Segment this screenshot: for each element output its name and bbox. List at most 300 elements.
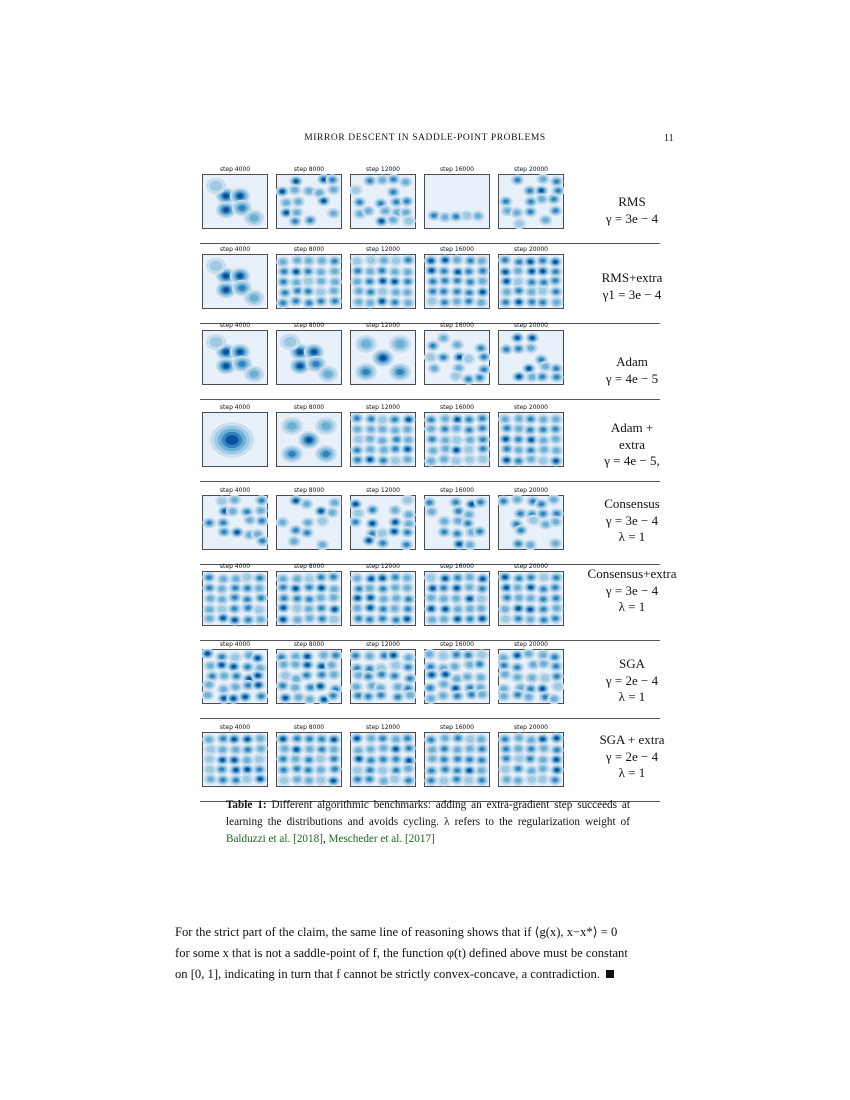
density-contour	[455, 587, 459, 590]
step-panel	[276, 404, 342, 467]
density-plot	[424, 732, 490, 787]
step-label: step 8000	[293, 322, 325, 329]
density-contour	[321, 422, 331, 430]
density-contour	[514, 278, 522, 285]
density-contour	[552, 197, 557, 201]
caption-text: Different algorithmic benchmarks: adding an extra-gradient step succeeds at learning the distributions and avoids cycling. λ refers to the regularization weight of	[226, 799, 630, 828]
density-contour	[293, 280, 299, 285]
density-contour	[255, 756, 263, 763]
density-contour	[405, 218, 413, 225]
density-plot	[350, 330, 416, 385]
density-contour	[551, 497, 557, 502]
density-contour	[501, 766, 509, 773]
density-contour	[281, 618, 285, 621]
density-contour	[554, 375, 559, 379]
density-contour	[322, 199, 326, 202]
density-contour	[291, 539, 297, 544]
density-contour	[528, 768, 534, 773]
density-contour	[466, 521, 471, 525]
method-param: γ = 4e − 5	[605, 370, 659, 386]
density-contour	[381, 447, 387, 452]
density-contour	[245, 586, 250, 590]
density-contour	[405, 437, 411, 442]
density-contour	[515, 665, 520, 669]
density-contour	[501, 694, 507, 699]
step-label: step 12000	[366, 246, 400, 253]
density-contour	[502, 607, 508, 612]
density-plot	[276, 732, 342, 787]
density-contour	[233, 576, 239, 581]
density-contour	[205, 693, 211, 698]
body-paragraph	[175, 922, 675, 985]
density-contour	[454, 676, 460, 681]
density-contour	[541, 746, 547, 751]
density-contour	[468, 617, 473, 621]
step-panel	[350, 563, 416, 626]
density-contour	[256, 684, 260, 687]
density-contour	[354, 606, 360, 611]
density-contour	[319, 747, 324, 751]
density-contour	[223, 288, 229, 293]
density-contour	[555, 768, 559, 771]
density-contour	[516, 448, 522, 453]
density-contour	[287, 422, 297, 430]
density-contour	[206, 616, 212, 621]
density-contour	[243, 695, 247, 698]
density-contour	[331, 747, 337, 752]
density-contour	[468, 597, 472, 600]
step-panel	[498, 563, 564, 626]
density-contour	[369, 417, 374, 421]
density-contour	[306, 768, 311, 772]
density-contour	[258, 777, 262, 780]
density-contour	[530, 300, 535, 304]
density-contour	[280, 576, 286, 581]
density-contour	[554, 606, 560, 611]
density-contour	[443, 577, 447, 580]
density-contour	[482, 368, 487, 372]
density-plot	[350, 495, 416, 550]
density-contour	[232, 738, 236, 741]
density-contour	[311, 350, 317, 355]
density-contour	[281, 280, 286, 284]
step-label: step 8000	[293, 404, 325, 411]
density-contour	[516, 459, 521, 463]
density-contour	[504, 199, 509, 203]
density-contour	[207, 586, 212, 590]
density-contour	[443, 608, 447, 611]
density-contour	[539, 457, 547, 464]
density-plot	[350, 571, 416, 626]
density-contour	[515, 220, 523, 227]
density-plot	[498, 732, 564, 787]
density-contour	[503, 258, 508, 262]
density-contour	[481, 447, 486, 451]
method-params	[572, 496, 692, 546]
density-contour	[379, 438, 385, 443]
body-line-last	[175, 964, 675, 985]
density-contour	[221, 617, 225, 620]
density-contour	[467, 418, 472, 422]
density-plot	[276, 174, 342, 229]
density-contour	[428, 459, 434, 464]
density-plot	[424, 649, 490, 704]
density-contour	[478, 737, 484, 742]
density-contour	[393, 280, 397, 283]
density-contour	[442, 269, 447, 273]
density-contour	[542, 364, 548, 369]
citation-mescheder-year[interactable]: [2017]	[404, 833, 435, 845]
density-contour	[206, 607, 212, 612]
density-contour	[294, 617, 300, 622]
density-contour	[552, 541, 558, 546]
density-contour	[554, 675, 559, 679]
density-contour	[294, 299, 299, 303]
density-contour	[455, 757, 460, 761]
density-contour	[222, 697, 226, 700]
density-contour	[293, 654, 299, 659]
density-contour	[356, 673, 362, 678]
density-contour	[393, 575, 398, 579]
density-contour	[441, 355, 446, 359]
density-contour	[380, 617, 385, 621]
step-label: step 4000	[219, 322, 251, 329]
density-plot	[350, 649, 416, 704]
density-contour	[283, 696, 287, 699]
density-contour	[556, 189, 561, 193]
body-line: for some x that is not a saddle-point of f, the function φ(t) defined above must be constant	[175, 946, 628, 960]
density-contour	[354, 503, 358, 506]
density-contour	[306, 189, 312, 194]
density-contour	[467, 746, 473, 751]
density-contour	[307, 301, 312, 305]
density-contour	[395, 340, 405, 348]
density-contour	[232, 596, 237, 600]
density-contour	[297, 350, 303, 355]
density-contour	[330, 616, 338, 623]
density-contour	[207, 663, 213, 668]
density-contour	[232, 665, 236, 668]
density-contour	[479, 758, 484, 762]
density-contour	[394, 618, 399, 622]
density-plot	[202, 330, 268, 385]
density-contour	[319, 606, 324, 610]
density-contour	[503, 576, 507, 579]
density-contour	[367, 586, 373, 591]
density-contour	[367, 447, 373, 452]
step-label: step 8000	[293, 563, 325, 570]
density-contour	[259, 694, 264, 698]
density-contour	[466, 299, 471, 303]
density-contour	[393, 737, 399, 742]
density-contour	[393, 596, 399, 601]
citation-balduzzi-year[interactable]: [2018]	[293, 833, 323, 845]
density-contour	[517, 375, 521, 378]
density-contour	[259, 499, 264, 503]
density-contour	[405, 199, 410, 203]
density-contour	[283, 291, 288, 295]
step-panel	[202, 246, 268, 309]
step-panel	[498, 322, 564, 385]
step-label: step 8000	[293, 487, 325, 494]
density-contour	[368, 768, 373, 772]
density-contour	[442, 215, 448, 220]
density-contour	[292, 662, 298, 667]
density-contour	[540, 758, 546, 763]
density-plot	[276, 571, 342, 626]
density-plot	[498, 571, 564, 626]
density-contour	[294, 270, 298, 273]
density-contour	[382, 208, 388, 213]
density-contour	[456, 617, 460, 620]
density-contour	[378, 288, 386, 295]
density-contour	[332, 269, 338, 274]
density-contour	[553, 437, 559, 442]
density-contour	[294, 576, 300, 581]
density-contour	[210, 181, 223, 191]
density-contour	[294, 180, 298, 183]
density-contour	[478, 652, 486, 659]
density-contour	[331, 694, 336, 698]
density-contour	[405, 736, 410, 740]
density-contour	[381, 757, 386, 761]
density-contour	[529, 675, 535, 680]
density-contour	[319, 737, 324, 741]
density-contour	[205, 756, 213, 763]
density-contour	[357, 757, 361, 760]
step-label: step 8000	[293, 246, 325, 253]
density-contour	[539, 197, 545, 202]
density-contour	[357, 587, 362, 591]
density-contour	[406, 779, 411, 783]
density-contour	[305, 531, 310, 535]
density-contour	[505, 596, 510, 600]
density-contour	[501, 499, 506, 503]
step-label: step 4000	[219, 166, 251, 173]
density-contour	[406, 655, 412, 660]
density-contour	[354, 576, 360, 581]
density-contour	[503, 737, 508, 741]
density-contour	[504, 586, 508, 589]
density-contour	[295, 748, 299, 751]
body-line-text: on [0, 1], indicating in turn that f cannot be strictly convex-concave, a contradiction.	[175, 967, 600, 981]
density-contour	[428, 596, 434, 601]
density-contour	[394, 757, 399, 761]
density-contour	[477, 662, 482, 666]
density-contour	[382, 654, 387, 658]
density-contour	[238, 205, 245, 211]
method-param: γ = 3e − 4	[605, 210, 659, 226]
density-contour	[441, 336, 447, 341]
step-label: step 12000	[366, 322, 400, 329]
density-contour	[428, 426, 434, 431]
density-contour	[530, 270, 534, 273]
density-contour	[470, 503, 474, 506]
density-contour	[353, 654, 358, 658]
density-contour	[394, 200, 399, 204]
step-label: step 4000	[219, 487, 251, 494]
density-contour	[501, 616, 509, 623]
step-panel	[276, 246, 342, 309]
density-contour	[529, 375, 535, 380]
density-contour	[331, 595, 337, 600]
method-param: extra	[619, 436, 645, 452]
density-contour	[293, 676, 299, 681]
step-label: step 20000	[514, 724, 548, 731]
density-contour	[516, 416, 522, 421]
density-contour	[553, 417, 559, 422]
page-number: 11	[664, 133, 674, 144]
density-contour	[353, 258, 361, 265]
density-contour	[257, 768, 262, 772]
density-contour	[541, 270, 545, 273]
density-contour	[379, 178, 385, 183]
density-contour	[529, 586, 533, 589]
density-contour	[282, 270, 287, 274]
density-contour	[454, 215, 459, 219]
density-contour	[245, 748, 250, 752]
density-contour	[237, 194, 243, 199]
density-contour	[354, 510, 362, 517]
density-contour	[353, 520, 358, 524]
step-panel	[424, 166, 490, 229]
density-contour	[233, 747, 239, 752]
density-contour	[465, 456, 473, 463]
citation-mescheder[interactable]: Mescheder et al.	[328, 833, 403, 845]
citation-balduzzi[interactable]: Balduzzi et al.	[226, 833, 291, 845]
step-panel	[498, 166, 564, 229]
density-contour	[245, 768, 249, 771]
density-contour	[442, 530, 447, 534]
density-contour	[516, 437, 521, 441]
density-contour	[355, 416, 360, 420]
density-contour	[540, 417, 546, 422]
density-contour	[429, 747, 435, 752]
density-contour	[529, 200, 534, 204]
density-contour	[540, 574, 548, 581]
density-contour	[318, 595, 324, 600]
density-contour	[529, 517, 537, 524]
density-contour	[540, 438, 546, 443]
density-contour	[466, 736, 474, 743]
density-contour	[406, 597, 411, 601]
density-contour	[220, 758, 224, 761]
step-label: step 20000	[514, 246, 548, 253]
density-contour	[539, 358, 544, 362]
density-contour	[288, 451, 296, 457]
density-contour	[553, 260, 557, 263]
density-contour	[322, 178, 326, 181]
density-contour	[406, 665, 411, 669]
density-contour	[355, 748, 361, 753]
density-contour	[478, 675, 484, 680]
density-contour	[528, 417, 533, 421]
density-contour	[464, 674, 470, 679]
density-contour	[379, 767, 387, 774]
density-contour	[305, 520, 311, 525]
density-contour	[282, 746, 288, 751]
density-contour	[479, 259, 485, 264]
density-contour	[292, 187, 298, 192]
density-contour	[479, 778, 484, 782]
density-contour	[455, 279, 460, 283]
density-contour	[378, 530, 386, 537]
density-contour	[455, 607, 461, 612]
density-contour	[355, 269, 360, 273]
step-label: step 8000	[293, 641, 325, 648]
density-contour	[318, 767, 324, 772]
density-contour	[515, 585, 521, 590]
density-contour	[407, 759, 411, 762]
density-contour	[432, 214, 437, 218]
step-label: step 4000	[219, 246, 251, 253]
density-contour	[218, 498, 226, 505]
density-contour	[441, 617, 447, 622]
density-contour	[329, 510, 335, 515]
caption-separator: ,	[322, 833, 329, 845]
density-contour	[517, 576, 522, 580]
density-contour	[531, 499, 536, 503]
density-contour	[429, 418, 434, 422]
density-contour	[480, 416, 485, 420]
density-contour	[369, 577, 373, 580]
density-contour	[454, 653, 459, 657]
density-contour	[443, 259, 447, 262]
density-plot	[424, 495, 490, 550]
density-contour	[381, 279, 385, 282]
density-contour	[223, 194, 229, 199]
density-contour	[357, 200, 362, 204]
density-contour	[281, 672, 289, 679]
density-contour	[207, 576, 212, 580]
row-divider	[200, 481, 660, 482]
step-panel	[276, 563, 342, 626]
density-contour	[527, 617, 533, 622]
density-contour	[528, 608, 532, 611]
step-label: step 12000	[366, 404, 400, 411]
density-contour	[380, 220, 384, 223]
density-contour	[333, 608, 337, 611]
density-contour	[392, 662, 400, 669]
density-contour	[366, 675, 371, 679]
density-contour	[528, 289, 534, 294]
density-contour	[220, 663, 224, 666]
density-contour	[530, 662, 536, 667]
density-contour	[319, 258, 325, 263]
density-contour	[356, 300, 362, 305]
density-contour	[541, 447, 547, 452]
density-contour	[256, 674, 260, 677]
density-contour	[355, 777, 360, 781]
density-contour	[553, 270, 558, 274]
density-contour	[352, 187, 360, 194]
density-contour	[505, 280, 509, 283]
density-contour	[207, 596, 213, 601]
density-contour	[258, 508, 264, 513]
density-plot	[276, 495, 342, 550]
density-contour	[480, 617, 484, 620]
density-contour	[333, 299, 338, 303]
step-label: step 4000	[219, 404, 251, 411]
density-contour	[504, 289, 510, 294]
density-plot	[498, 174, 564, 229]
density-contour	[233, 586, 238, 590]
density-contour	[528, 596, 534, 601]
density-contour	[318, 518, 326, 525]
density-contour	[390, 218, 396, 223]
density-contour	[404, 575, 410, 580]
density-contour	[226, 435, 238, 445]
